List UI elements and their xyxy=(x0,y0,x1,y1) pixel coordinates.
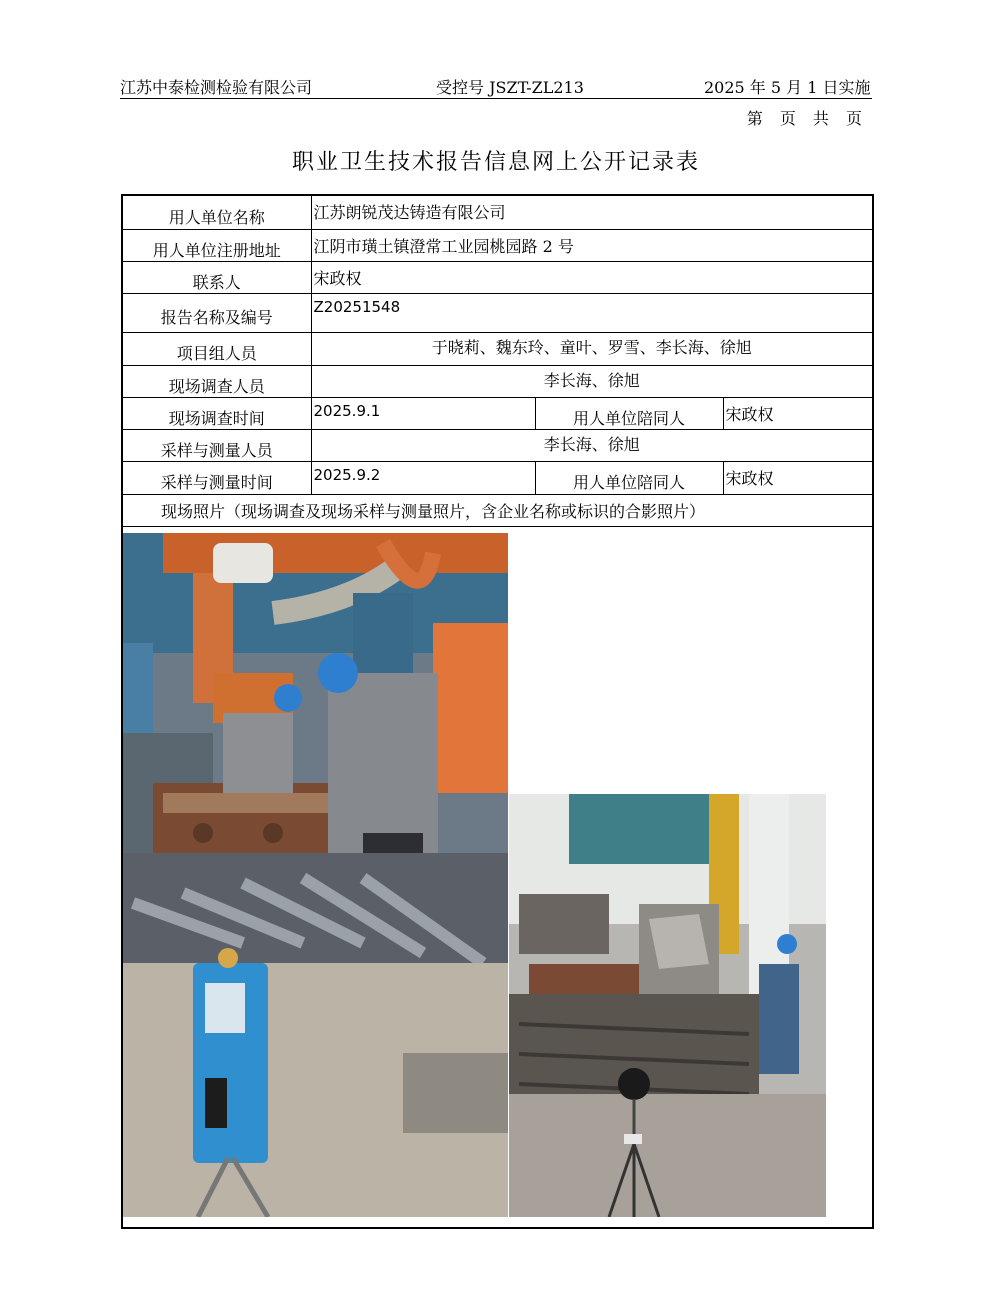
site-photo-sampling-image xyxy=(509,794,826,1217)
sampling-time-value: 2025.9.2 xyxy=(311,461,535,494)
record-table xyxy=(121,194,874,1229)
report-label: 报告名称及编号 xyxy=(122,293,311,332)
employer-name-label: 用人单位名称 xyxy=(122,195,311,229)
header-company: 江苏中泰检测检验有限公司 xyxy=(120,78,313,97)
table-row xyxy=(122,229,873,261)
sampling-companion-label: 用人单位陪同人 xyxy=(535,461,723,494)
contact-label: 联系人 xyxy=(122,261,311,293)
table-row xyxy=(122,365,873,397)
table-row xyxy=(122,332,873,365)
sampling-staff-value: 李长海、徐旭 xyxy=(311,429,873,461)
survey-time-label: 现场调查时间 xyxy=(122,397,311,429)
survey-staff-label: 现场调查人员 xyxy=(122,365,311,397)
page-number: 第 页 共 页 xyxy=(746,109,868,128)
table-row xyxy=(122,397,873,429)
employer-address-value xyxy=(311,229,873,261)
site-photo-survey xyxy=(123,533,508,1217)
employer-address-text: 江阴市璜土镇澄常工业园桃园路 2 号 xyxy=(313,236,574,256)
sampling-staff-label: 采样与测量人员 xyxy=(122,429,311,461)
table-row xyxy=(122,261,873,293)
photos-label: 现场照片（现场调查及现场采样与测量照片，含企业名称或标识的合影照片） xyxy=(122,494,873,526)
contact-value: 宋政权 xyxy=(311,261,873,293)
site-photo-survey-image xyxy=(123,533,508,1217)
survey-time-value: 2025.9.1 xyxy=(311,397,535,429)
table-row xyxy=(122,526,873,1228)
photos-area xyxy=(122,526,873,1228)
project-members-value: 于晓莉、魏东玲、童叶、罗雪、李长海、徐旭 xyxy=(311,332,873,365)
survey-staff-value: 李长海、徐旭 xyxy=(311,365,873,397)
header-control-number: 受控号 JSZT-ZL213 xyxy=(436,78,584,97)
employer-address-label: 用人单位注册地址 xyxy=(122,229,311,261)
sampling-time-label: 采样与测量时间 xyxy=(122,461,311,494)
employer-name-value: 江苏朗锐茂达铸造有限公司 xyxy=(311,195,873,229)
table-row xyxy=(122,461,873,494)
survey-companion-label: 用人单位陪同人 xyxy=(535,397,723,429)
header-rule xyxy=(120,98,872,99)
header-effective-date: 2025 年 5 月 1 日实施 xyxy=(704,78,871,97)
table-row xyxy=(122,494,873,526)
report-number: Z20251548 xyxy=(311,293,873,332)
table-row xyxy=(122,293,873,332)
sampling-companion-value: 宋政权 xyxy=(723,461,873,494)
survey-companion-value: 宋政权 xyxy=(723,397,873,429)
site-photo-sampling xyxy=(509,794,826,1217)
project-members-label: 项目组人员 xyxy=(122,332,311,365)
table-row xyxy=(122,195,873,229)
page-title: 职业卫生技术报告信息网上公开记录表 xyxy=(291,150,700,175)
table-row xyxy=(122,429,873,461)
